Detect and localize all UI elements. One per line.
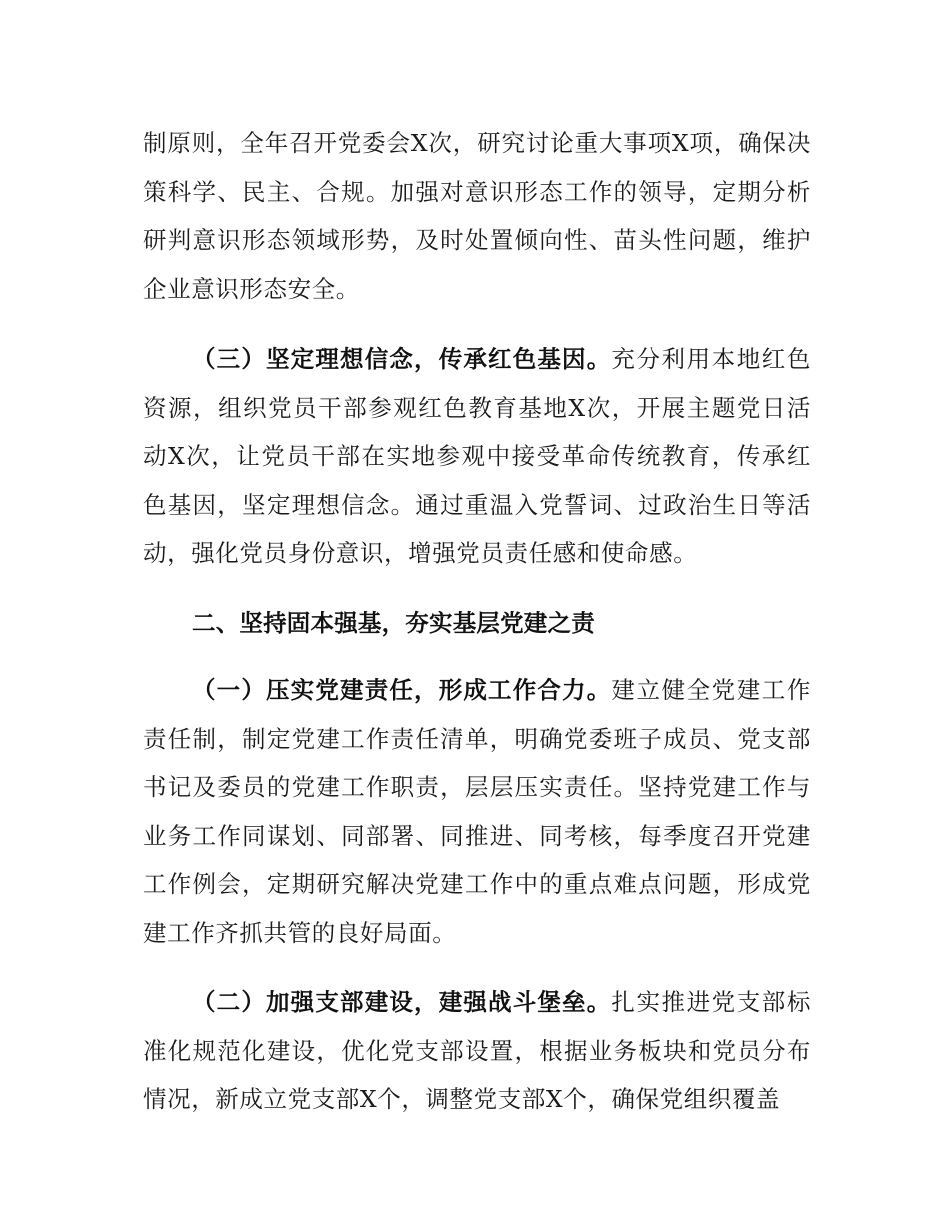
paragraph-text: 制原则，全年召开党委会X次，研究讨论重大事项X项，确保决策科学、民主、合规。加强对意识形态工作的领导，定期分析研判意识形态领域形势，及时处置倾向性、苗头性问题，维护企业意识形态安全。 — [143, 129, 811, 303]
paragraph-decision-making — [143, 119, 811, 313]
paragraph-lead-heading: （三）坚定理想信念，传承红色基因。 — [192, 345, 612, 373]
paragraph-lead-heading: （一）压实党建责任，形成工作合力。 — [192, 676, 612, 704]
paragraph-text: 充分利用本地红色资源，组织党员干部参观红色教育基地X次，开展主题党日活动X次，让党员干部在实地参观中接受革命传统教育，传承红色基因，坚定理想信念。通过重温入党誓词、过政治生日等活动，强化党员身份意识，增强党员责任感和使命感。 — [143, 345, 811, 567]
paragraph-party-responsibility — [143, 666, 811, 957]
paragraph-lead-heading: （二）加强支部建设，建强战斗堡垒。 — [192, 988, 612, 1016]
paragraph-text: 建立健全党建工作责任制，制定党建工作责任清单，明确党委班子成员、党支部书记及委员的党建工作职责，层层压实责任。坚持党建工作与业务工作同谋划、同部署、同推进、同考核，每季度召开党建工作例会，定期研究解决党建工作中的重点难点问题，形成党建工作齐抓共管的良好局面。 — [143, 676, 811, 947]
section-heading-2: 二、坚持固本强基，夯实基层党建之责 — [192, 609, 595, 637]
paragraph-ideals-beliefs — [143, 335, 811, 578]
paragraph-branch-construction — [143, 978, 811, 1124]
paragraph-text: 扎实推进党支部标准化规范化建设，优化党支部设置，根据业务板块和党员分布情况，新成立党支部X个，调整党支部X个，确保党组织覆盖 — [143, 988, 811, 1113]
